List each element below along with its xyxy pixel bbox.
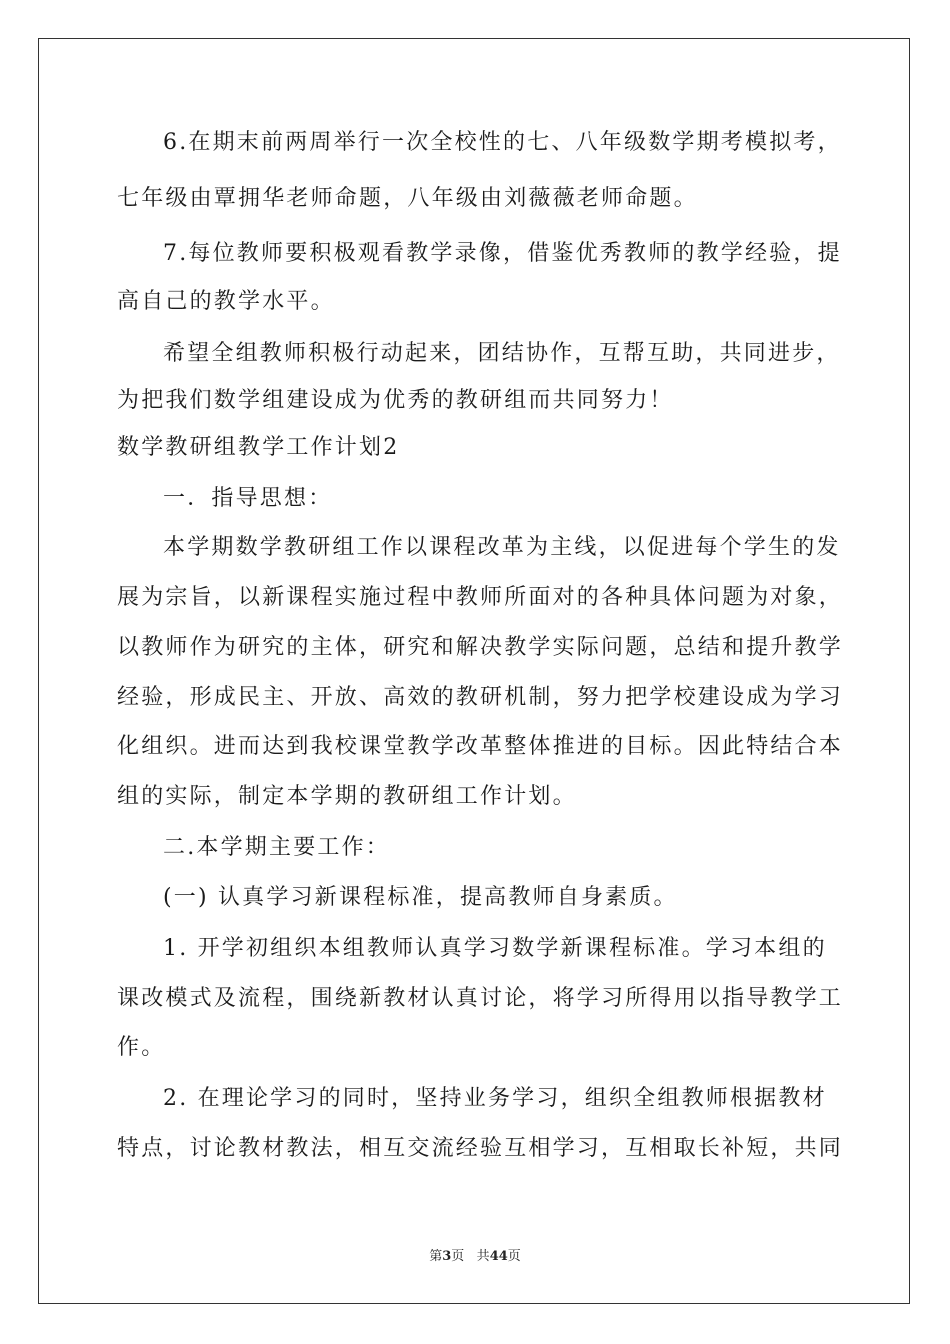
text-line: 以教师作为研究的主体，研究和解决教学实际问题，总结和提升教学 <box>117 635 844 660</box>
text-line: 化组织。进而达到我校课堂教学改革整体推进的目标。因此特结合本 <box>117 734 844 759</box>
text-line: 二.本学期主要工作： <box>163 835 390 860</box>
page-border <box>38 38 910 1304</box>
text-line: 1. 开学初组织本组教师认真学习数学新课程标准。学习本组的 <box>163 936 827 961</box>
text-line: (一) 认真学习新课程标准，提高教师自身素质。 <box>163 885 678 910</box>
text-line: 经验，形成民主、开放、高效的教研机制，努力把学校建设成为学习 <box>117 685 844 710</box>
page-suffix: 页 <box>451 1249 465 1264</box>
text-line: 2. 在理论学习的同时，坚持业务学习，组织全组教师根据教材 <box>163 1086 827 1111</box>
section-heading: 数学教研组教学工作计划2 <box>117 435 400 460</box>
text-line: 为把我们数学组建设成为优秀的教研组而共同努力！ <box>117 388 674 413</box>
total-pages: 44 <box>489 1249 508 1264</box>
text-line: 展为宗旨，以新课程实施过程中教师所面对的各种具体问题为对象， <box>117 585 844 610</box>
page-footer <box>0 1245 950 1264</box>
text-line: 希望全组教师积极行动起来，团结协作，互帮互助，共同进步， <box>163 341 841 366</box>
text-line: 七年级由覃拥华老师命题，八年级由刘薇薇老师命题。 <box>117 186 698 211</box>
text-line: 高自己的教学水平。 <box>117 289 335 314</box>
text-line: 课改模式及流程，围绕新教材认真讨论，将学习所得用以指导教学工 <box>117 986 844 1011</box>
text-line: 组的实际，制定本学期的教研组工作计划。 <box>117 784 577 809</box>
text-line: 作。 <box>117 1035 166 1060</box>
total-suffix: 页 <box>507 1249 521 1264</box>
total-prefix: 共 <box>476 1249 490 1264</box>
page-prefix: 第 <box>429 1249 443 1264</box>
text-line: 一．指导思想： <box>163 486 333 511</box>
text-line: 6.在期末前两周举行一次全校性的七、八年级数学期考模拟考， <box>163 130 842 155</box>
page-number: 3 <box>442 1249 452 1264</box>
text-line: 特点，讨论教材教法，相互交流经验互相学习，互相取长补短，共同 <box>117 1136 844 1161</box>
text-line: 7.每位教师要积极观看教学录像，借鉴优秀教师的教学经验，提 <box>163 241 842 266</box>
text-line: 本学期数学教研组工作以课程改革为主线，以促进每个学生的发 <box>163 535 841 560</box>
